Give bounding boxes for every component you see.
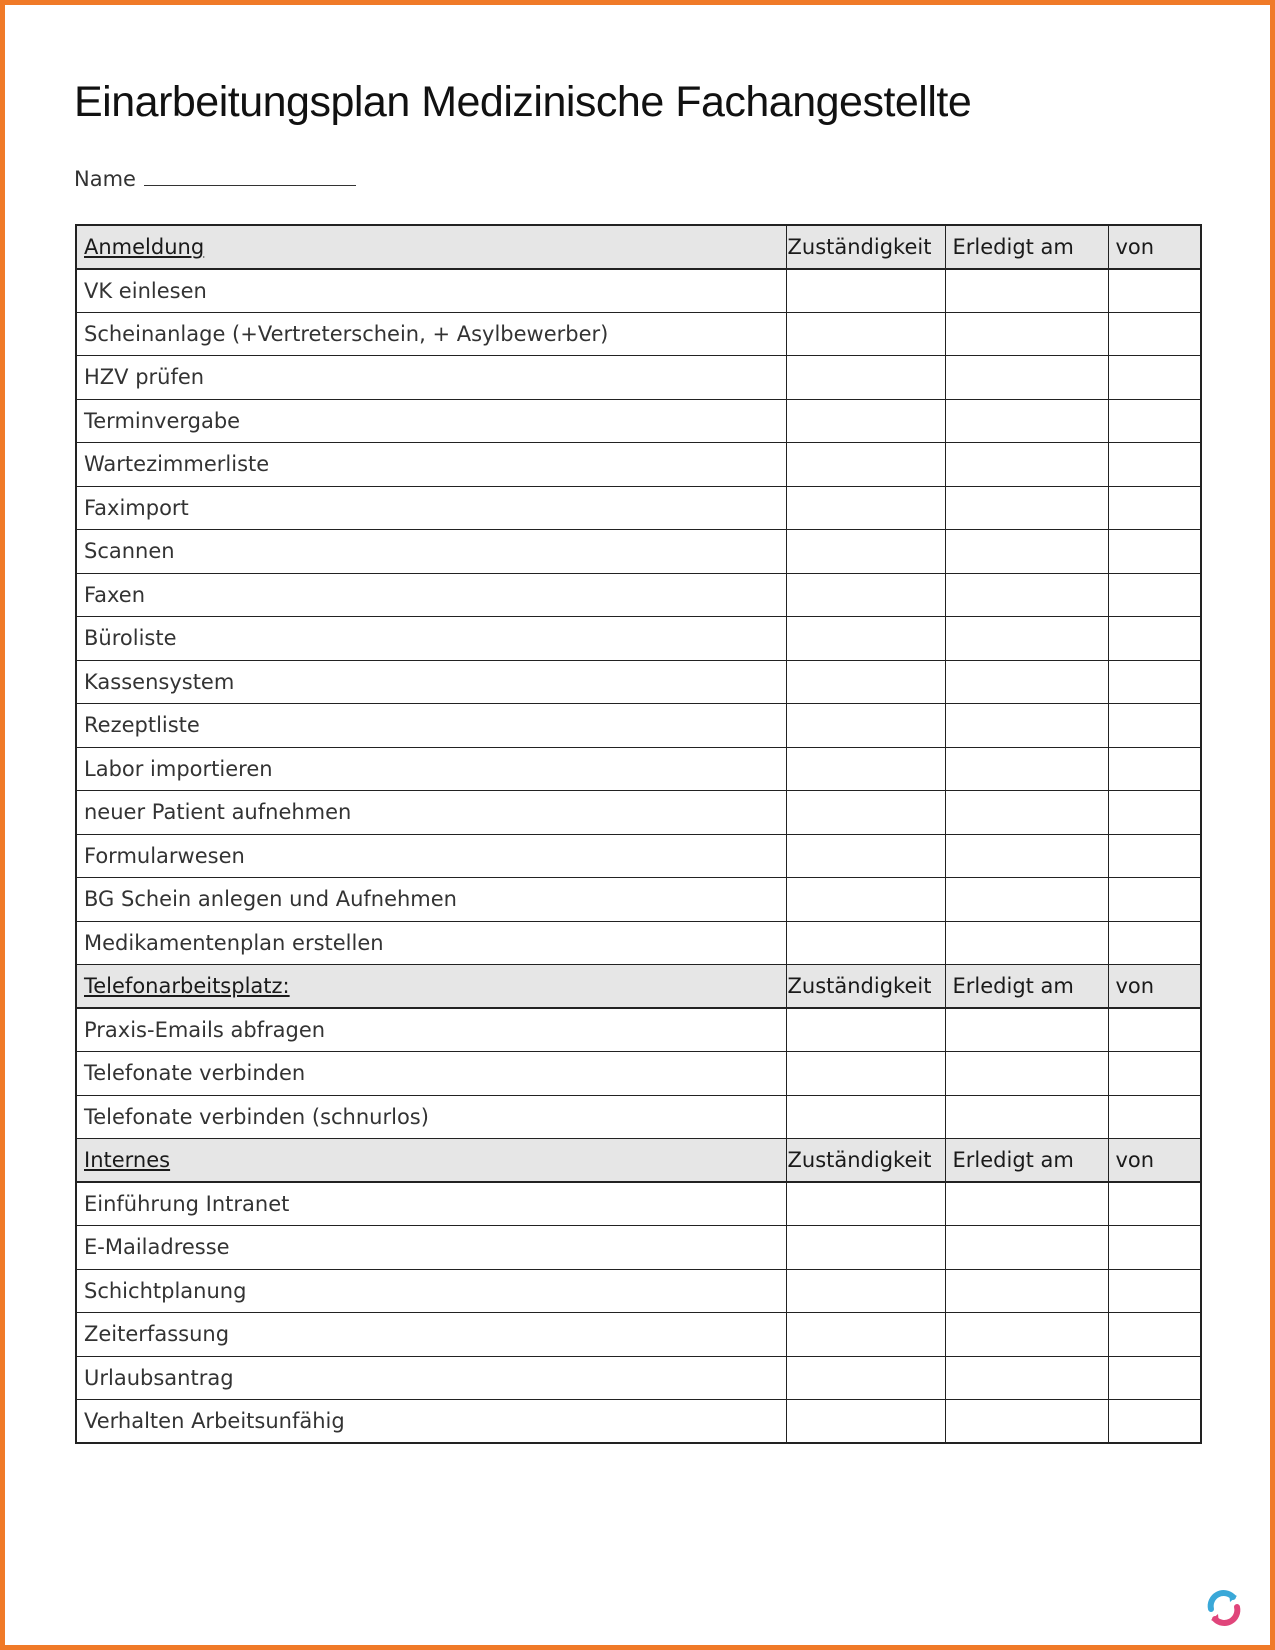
page-title: Einarbeitungsplan Medizinische Fachangestellte (74, 78, 972, 126)
completed-on-cell[interactable] (945, 1052, 1108, 1096)
task-label: Rezeptliste (76, 704, 786, 748)
by-cell[interactable] (1108, 1356, 1201, 1400)
table-row (76, 1052, 1201, 1096)
responsibility-cell[interactable] (786, 1313, 945, 1357)
task-label: Telefonate verbinden (schnurlos) (76, 1095, 786, 1139)
table-row (76, 1400, 1201, 1444)
by-cell[interactable] (1108, 573, 1201, 617)
responsibility-cell[interactable] (786, 617, 945, 661)
task-label: Urlaubsantrag (76, 1356, 786, 1400)
completed-on-cell[interactable] (945, 791, 1108, 835)
table-row (76, 834, 1201, 878)
responsibility-cell[interactable] (786, 573, 945, 617)
table-row (76, 1269, 1201, 1313)
task-label: neuer Patient aufnehmen (76, 791, 786, 835)
task-label: Kassensystem (76, 660, 786, 704)
task-label: VK einlesen (76, 269, 786, 313)
responsibility-cell[interactable] (786, 312, 945, 356)
table-row (76, 791, 1201, 835)
by-cell[interactable] (1108, 1400, 1201, 1444)
completed-on-cell[interactable] (945, 1400, 1108, 1444)
completed-on-cell[interactable] (945, 1269, 1108, 1313)
completed-on-cell[interactable] (945, 312, 1108, 356)
responsibility-cell[interactable] (786, 1008, 945, 1052)
responsibility-cell[interactable] (786, 747, 945, 791)
responsibility-cell[interactable] (786, 1356, 945, 1400)
table-row (76, 443, 1201, 487)
responsibility-cell[interactable] (786, 704, 945, 748)
by-cell[interactable] (1108, 356, 1201, 400)
section-header-row (76, 965, 1201, 1009)
completed-on-cell[interactable] (945, 269, 1108, 313)
by-cell[interactable] (1108, 443, 1201, 487)
table-row (76, 1182, 1201, 1226)
table-row (76, 486, 1201, 530)
section-header-row (76, 1139, 1201, 1183)
by-cell[interactable] (1108, 1269, 1201, 1313)
table-row (76, 660, 1201, 704)
by-cell[interactable] (1108, 878, 1201, 922)
task-label: Wartezimmerliste (76, 443, 786, 487)
table-row (76, 1226, 1201, 1270)
responsibility-cell[interactable] (786, 530, 945, 574)
by-cell[interactable] (1108, 921, 1201, 965)
table-row (76, 1095, 1201, 1139)
table-row (76, 1008, 1201, 1052)
responsibility-cell[interactable] (786, 660, 945, 704)
section-heading: Anmeldung (76, 225, 786, 269)
task-label: Formularwesen (76, 834, 786, 878)
completed-on-cell[interactable] (945, 834, 1108, 878)
by-cell[interactable] (1108, 1095, 1201, 1139)
table-row (76, 530, 1201, 574)
completed-on-cell[interactable] (945, 878, 1108, 922)
task-label: Praxis-Emails abfragen (76, 1008, 786, 1052)
completed-on-cell[interactable] (945, 704, 1108, 748)
completed-on-cell[interactable] (945, 573, 1108, 617)
by-cell[interactable] (1108, 399, 1201, 443)
section-heading: Telefonarbeitsplatz: (76, 965, 786, 1009)
by-cell[interactable] (1108, 617, 1201, 661)
completed-on-cell[interactable] (945, 443, 1108, 487)
by-cell[interactable] (1108, 1008, 1201, 1052)
table-row (76, 617, 1201, 661)
by-cell[interactable] (1108, 486, 1201, 530)
by-cell[interactable] (1108, 530, 1201, 574)
task-label: Schichtplanung (76, 1269, 786, 1313)
completed-on-cell[interactable] (945, 617, 1108, 661)
task-label: Terminvergabe (76, 399, 786, 443)
by-column-header: von (1108, 225, 1201, 269)
table-row (76, 356, 1201, 400)
responsibility-cell[interactable] (786, 921, 945, 965)
by-cell[interactable] (1108, 1313, 1201, 1357)
by-cell[interactable] (1108, 1226, 1201, 1270)
table-row (76, 1313, 1201, 1357)
by-cell[interactable] (1108, 704, 1201, 748)
task-label: Telefonate verbinden (76, 1052, 786, 1096)
by-column-header: von (1108, 1139, 1201, 1183)
responsibility-cell[interactable] (786, 1052, 945, 1096)
by-cell[interactable] (1108, 834, 1201, 878)
task-label: Scheinanlage (+Vertreterschein, + Asylbewerber) (76, 312, 786, 356)
completed-on-cell[interactable] (945, 921, 1108, 965)
responsibility-cell[interactable] (786, 399, 945, 443)
by-cell[interactable] (1108, 269, 1201, 313)
task-label: Faximport (76, 486, 786, 530)
task-label: Medikamentenplan erstellen (76, 921, 786, 965)
by-cell[interactable] (1108, 660, 1201, 704)
by-cell[interactable] (1108, 747, 1201, 791)
completed-on-column-header: Erledigt am (945, 1139, 1108, 1183)
responsibility-cell[interactable] (786, 878, 945, 922)
table-row (76, 747, 1201, 791)
responsibility-cell[interactable] (786, 1095, 945, 1139)
by-cell[interactable] (1108, 1052, 1201, 1096)
table-row (76, 704, 1201, 748)
table-row (76, 269, 1201, 313)
by-column-header: von (1108, 965, 1201, 1009)
completed-on-column-header: Erledigt am (945, 965, 1108, 1009)
responsibility-cell[interactable] (786, 269, 945, 313)
responsibility-cell[interactable] (786, 443, 945, 487)
name-blank-line[interactable] (144, 167, 356, 186)
responsibility-cell[interactable] (786, 1400, 945, 1444)
by-cell[interactable] (1108, 1182, 1201, 1226)
training-plan-table (75, 224, 1202, 1444)
completed-on-cell[interactable] (945, 399, 1108, 443)
completed-on-cell[interactable] (945, 1313, 1108, 1357)
task-label: Scannen (76, 530, 786, 574)
task-label: Faxen (76, 573, 786, 617)
table-row (76, 573, 1201, 617)
name-field (74, 167, 356, 191)
completed-on-cell[interactable] (945, 1226, 1108, 1270)
task-label: E-Mailadresse (76, 1226, 786, 1270)
completed-on-cell[interactable] (945, 1182, 1108, 1226)
task-label: Zeiterfassung (76, 1313, 786, 1357)
responsibility-cell[interactable] (786, 834, 945, 878)
section-heading: Internes (76, 1139, 786, 1183)
responsibility-cell[interactable] (786, 486, 945, 530)
responsibility-column-header: Zuständigkeit (786, 1139, 945, 1183)
completed-on-column-header: Erledigt am (945, 225, 1108, 269)
circular-arrows-logo-icon (1203, 1587, 1245, 1629)
table-row (76, 399, 1201, 443)
name-label: Name (74, 167, 136, 191)
completed-on-cell[interactable] (945, 660, 1108, 704)
by-cell[interactable] (1108, 312, 1201, 356)
responsibility-column-header: Zuständigkeit (786, 965, 945, 1009)
task-label: BG Schein anlegen und Aufnehmen (76, 878, 786, 922)
responsibility-cell[interactable] (786, 1269, 945, 1313)
by-cell[interactable] (1108, 791, 1201, 835)
completed-on-cell[interactable] (945, 1356, 1108, 1400)
task-label: Verhalten Arbeitsunfähig (76, 1400, 786, 1444)
table-row (76, 921, 1201, 965)
responsibility-cell[interactable] (786, 1182, 945, 1226)
task-label: Büroliste (76, 617, 786, 661)
task-label: HZV prüfen (76, 356, 786, 400)
section-header-row (76, 225, 1201, 269)
responsibility-cell[interactable] (786, 1226, 945, 1270)
completed-on-cell[interactable] (945, 747, 1108, 791)
completed-on-cell[interactable] (945, 530, 1108, 574)
table-row (76, 878, 1201, 922)
task-label: Einführung Intranet (76, 1182, 786, 1226)
table-row (76, 312, 1201, 356)
completed-on-cell[interactable] (945, 1008, 1108, 1052)
completed-on-cell[interactable] (945, 1095, 1108, 1139)
responsibility-cell[interactable] (786, 791, 945, 835)
task-label: Labor importieren (76, 747, 786, 791)
responsibility-cell[interactable] (786, 356, 945, 400)
completed-on-cell[interactable] (945, 486, 1108, 530)
completed-on-cell[interactable] (945, 356, 1108, 400)
table-row (76, 1356, 1201, 1400)
responsibility-column-header: Zuständigkeit (786, 225, 945, 269)
